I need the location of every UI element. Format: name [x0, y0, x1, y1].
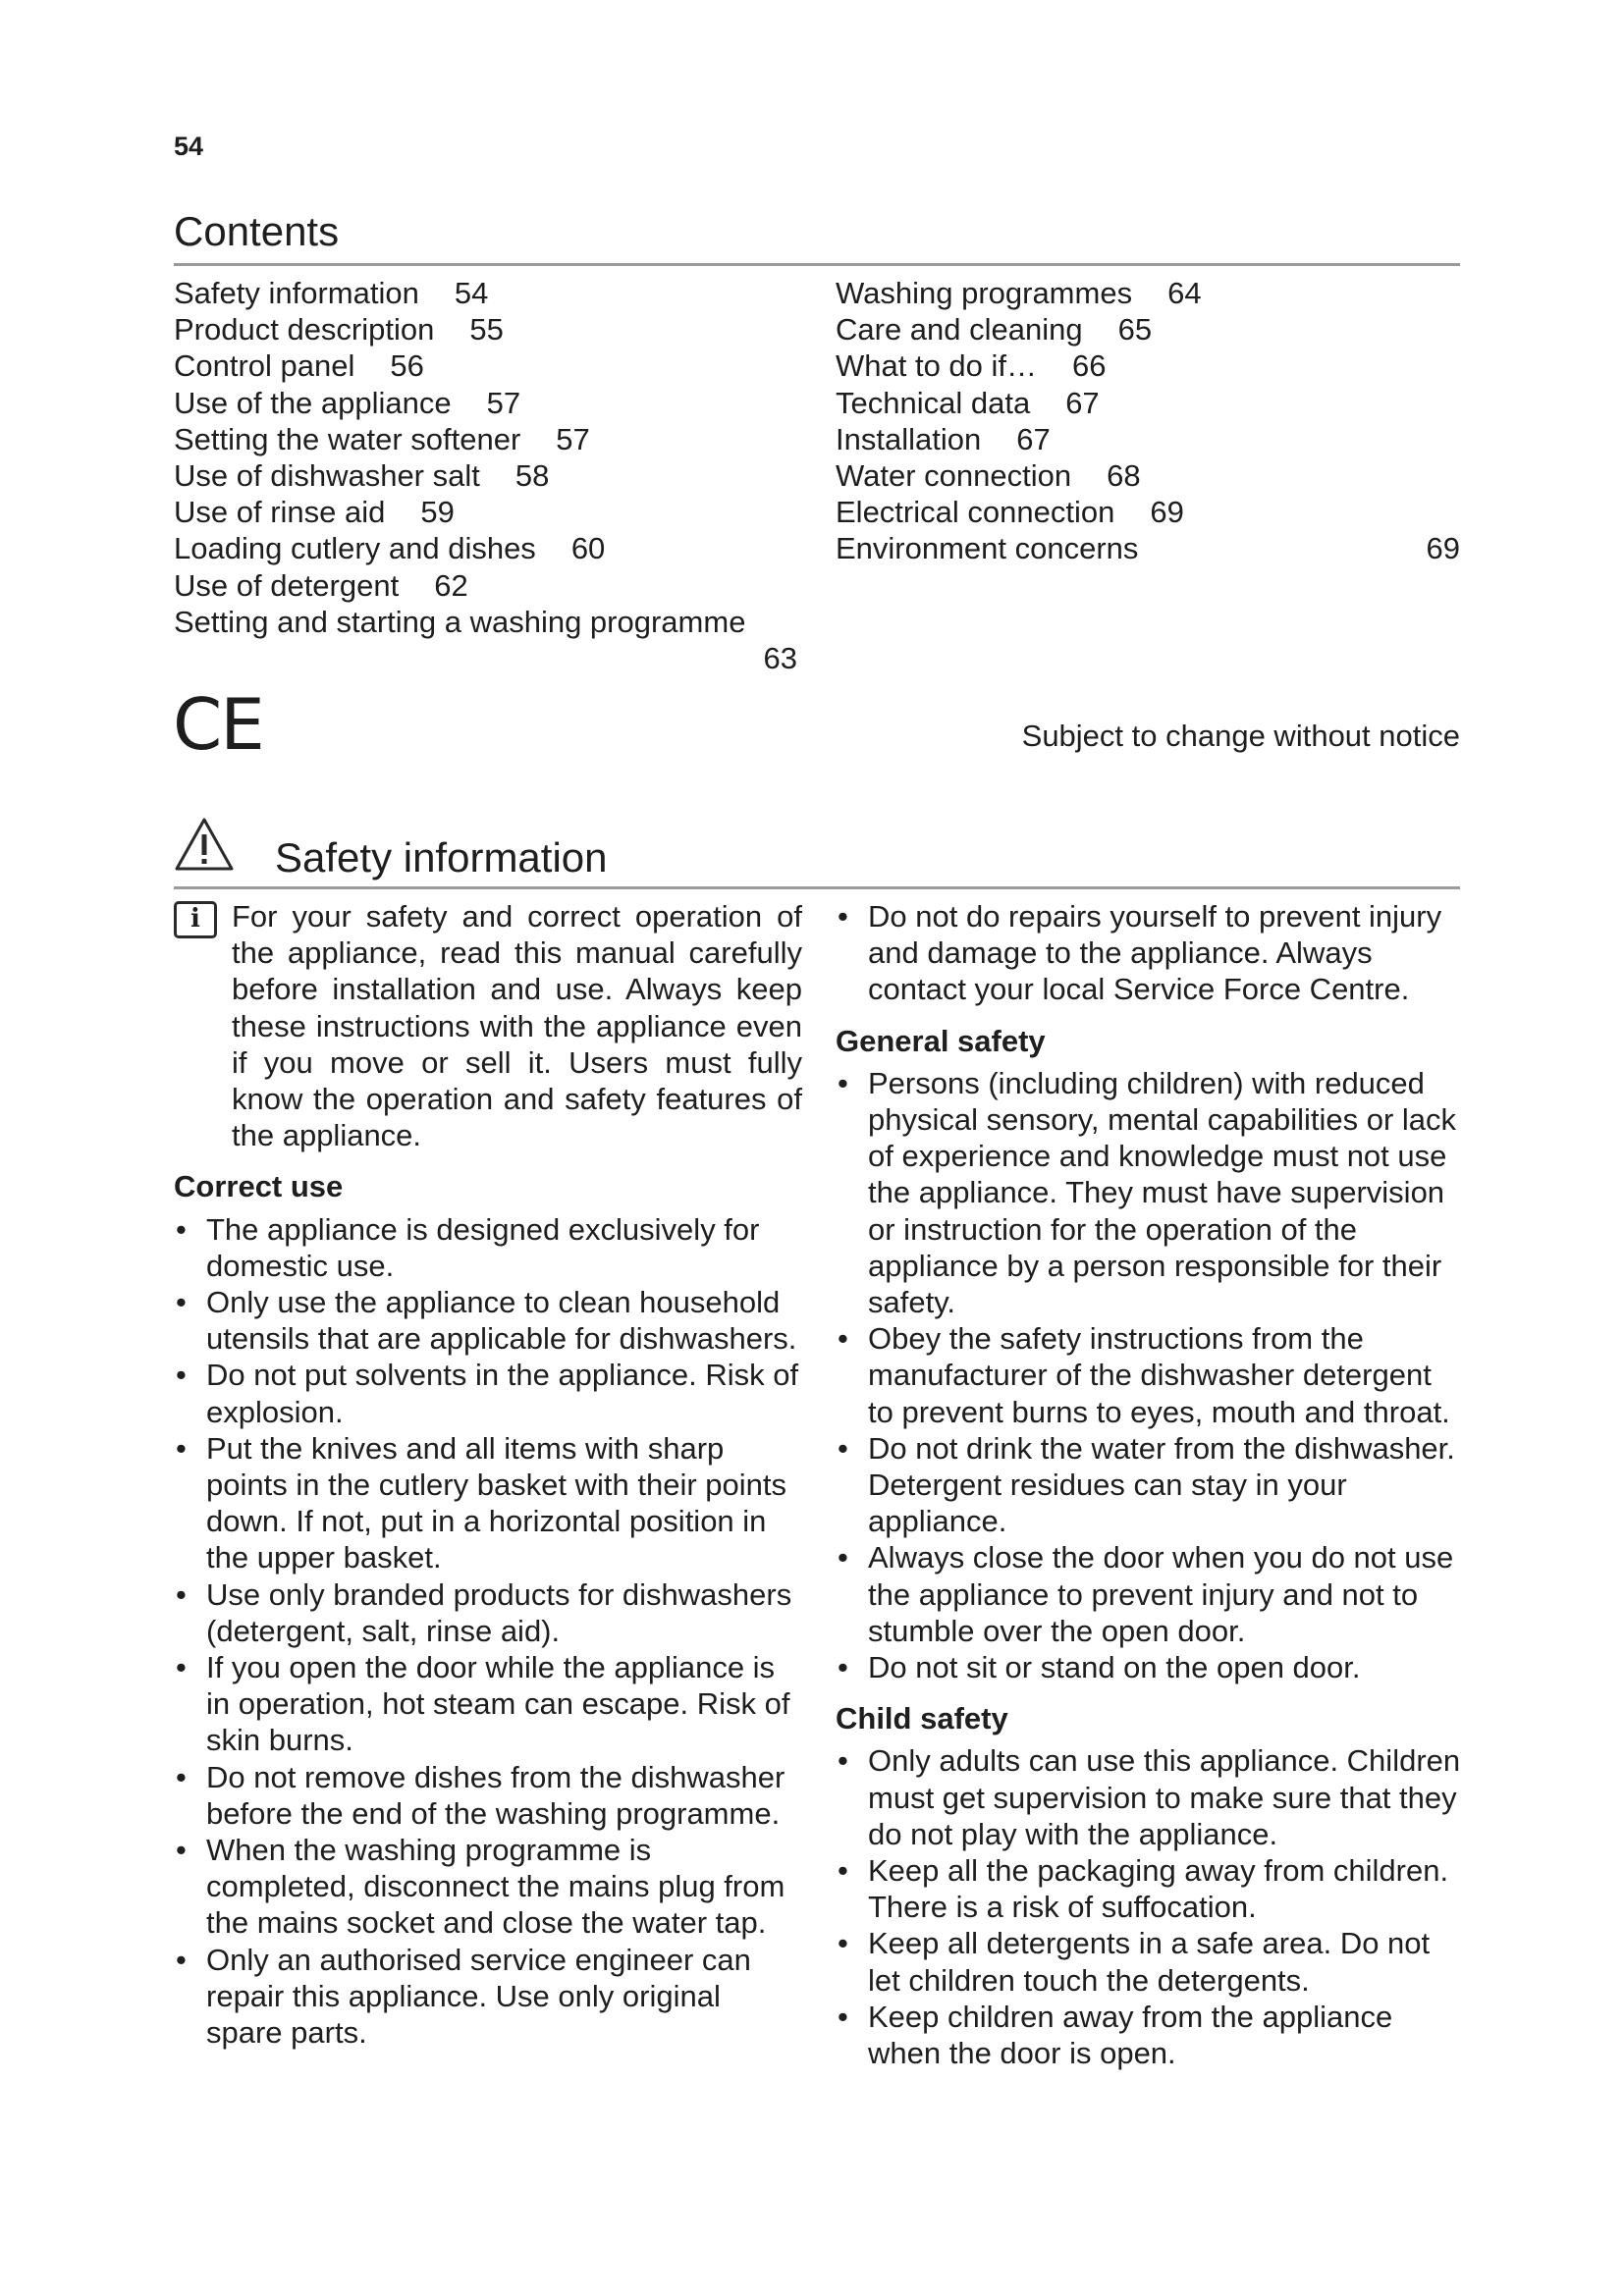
list-item: • Do not put solvents in the appliance. Risk of explosion. — [174, 1357, 802, 1429]
toc-entry-title: What to do if… — [836, 348, 1038, 384]
toc-entry-page: 57 — [556, 421, 590, 456]
toc-entry-page: 63 — [763, 641, 797, 676]
toc-entry[interactable] — [174, 604, 797, 676]
toc-entry[interactable] — [836, 530, 1460, 566]
ce-mark: CE — [173, 683, 263, 766]
list-item: • Keep all the packaging away from children. There is a risk of suffocation. — [836, 1852, 1464, 1925]
child-safety-list — [836, 1742, 1464, 2071]
warning-triangle-icon — [174, 817, 235, 872]
toc-right-column — [836, 275, 1460, 567]
toc-entry[interactable] — [836, 311, 1460, 347]
list-item: • Obey the safety instructions from the manufacturer of the dishwasher detergent to prevent burns to eyes, mouth and throat. — [836, 1320, 1464, 1430]
correct-use-heading: Correct use — [174, 1169, 344, 1204]
toc-left-column — [174, 275, 797, 676]
contents-divider — [174, 263, 1460, 266]
toc-entry-title: Safety information — [174, 276, 419, 310]
general-safety-list — [836, 1065, 1464, 1685]
toc-entry-page: 57 — [486, 385, 521, 420]
toc-entry-page: 65 — [1117, 312, 1153, 347]
toc-entry[interactable] — [174, 567, 797, 604]
list-item: • When the washing programme is completed, disconnect the mains plug from the mains socket and close the water tap. — [174, 1832, 802, 1942]
toc-entry-title: Use of dishwasher salt — [174, 458, 480, 494]
toc-entry-page: 58 — [514, 458, 550, 494]
toc-entry-title: Water connection — [836, 458, 1072, 494]
toc-entry-page: 68 — [1107, 458, 1141, 494]
toc-entry[interactable] — [836, 494, 1460, 530]
safety-right-column — [836, 898, 1464, 2071]
toc-entry-title: Electrical connection — [836, 495, 1115, 530]
list-item: • Keep children away from the appliance when the door is open. — [836, 1999, 1464, 2071]
toc-entry-title: Setting and starting a washing programme — [174, 604, 746, 639]
list-item: • Only an authorised service engineer can repair this appliance. Use only original spare parts. — [174, 1942, 802, 2052]
safety-intro — [174, 898, 802, 1153]
list-item: • Do not remove dishes from the dishwasher before the end of the washing programme. — [174, 1759, 802, 1832]
toc-entry[interactable] — [836, 421, 1460, 457]
general-safety-heading: General safety — [836, 1023, 1046, 1058]
toc-entry-page: 60 — [570, 531, 606, 566]
list-item: • Do not do repairs yourself to prevent injury and damage to the appliance. Always contact your local Service Force Centre. — [836, 898, 1464, 1008]
list-item: • Put the knives and all items with sharp points in the cutlery basket with their points down. If not, put in a horizontal position in the upper basket. — [174, 1430, 802, 1576]
toc-entry-title: Installation — [836, 421, 982, 456]
toc-entry[interactable] — [174, 494, 797, 530]
list-item: • Only use the appliance to clean household utensils that are applicable for dishwashers. — [174, 1284, 802, 1357]
toc-entry-title: Setting the water softener — [174, 421, 521, 456]
change-notice: Subject to change without notice — [1021, 719, 1460, 753]
intro-text: For your safety and correct operation of the appliance, read this manual carefully before installation and use. Always keep these instructions with the appliance even if you move or sell it. Users must fully know the operation and safety features of the appliance. — [232, 899, 802, 1153]
list-item: • The appliance is designed exclusively for domestic use. — [174, 1211, 802, 1284]
toc-entry[interactable] — [836, 385, 1460, 421]
toc-entry-title: Product description — [174, 312, 435, 347]
contents-heading: Contents — [174, 208, 340, 254]
repairs-list — [836, 898, 1464, 1008]
toc-entry-title: Washing programmes — [836, 276, 1133, 310]
toc-entry[interactable] — [174, 385, 797, 421]
toc-entry-title: Use of detergent — [174, 567, 400, 603]
safety-divider — [174, 886, 1460, 889]
toc-entry-page: 55 — [469, 312, 504, 347]
toc-entry[interactable] — [174, 457, 797, 494]
list-item: • Persons (including children) with reduced physical sensory, mental capabilities or lack of experience and knowledge must not use the appliance. They must have supervision or instruction for the operation of the appliance by a person responsible for their safety. — [836, 1065, 1464, 1320]
list-item: • If you open the door while the appliance is in operation, hot steam can escape. Risk of skin burns. — [174, 1649, 802, 1759]
toc-entry-page: 62 — [434, 567, 468, 603]
toc-entry-title: Use of the appliance — [174, 385, 452, 420]
toc-entry[interactable] — [836, 457, 1460, 494]
toc-entry[interactable] — [174, 421, 797, 457]
list-item: • Always close the door when you do not use the appliance to prevent injury and not to stumble over the open door. — [836, 1539, 1464, 1649]
toc-entry[interactable] — [174, 275, 797, 311]
page-number: 54 — [174, 132, 204, 161]
toc-entry[interactable] — [836, 275, 1460, 311]
toc-entry[interactable] — [174, 347, 797, 384]
toc-entry-page: 67 — [1065, 385, 1100, 420]
toc-entry-title: Control panel — [174, 348, 355, 384]
info-icon: i — [174, 901, 217, 938]
safety-heading: Safety information — [275, 834, 608, 881]
list-item: • Do not sit or stand on the open door. — [836, 1649, 1464, 1685]
toc-entry-page: 56 — [390, 348, 424, 384]
toc-entry-title: Environment concerns — [836, 531, 1139, 566]
toc-entry[interactable] — [174, 311, 797, 347]
toc-entry-title: Loading cutlery and dishes — [174, 531, 536, 566]
toc-entry-page: 59 — [420, 495, 455, 530]
list-item: • Use only branded products for dishwashers (detergent, salt, rinse aid). — [174, 1576, 802, 1649]
toc-entry-page: 69 — [1150, 495, 1184, 530]
toc-entry-page: 64 — [1167, 276, 1202, 310]
safety-left-column — [174, 898, 802, 2051]
toc-entry-title: Care and cleaning — [836, 312, 1083, 347]
toc-entry[interactable] — [174, 530, 797, 566]
list-item: • Keep all detergents in a safe area. Do not let children touch the detergents. — [836, 1925, 1464, 1998]
toc-entry-title: Use of rinse aid — [174, 495, 386, 530]
list-item: • Only adults can use this appliance. Children must get supervision to make sure that they do not play with the appliance. — [836, 1742, 1464, 1852]
list-item: • Do not drink the water from the dishwasher. Detergent residues can stay in your appliance. — [836, 1430, 1464, 1540]
toc-entry-title: Technical data — [836, 385, 1031, 420]
toc-entry-page: 66 — [1072, 348, 1107, 384]
child-safety-heading: Child safety — [836, 1701, 1008, 1736]
correct-use-list — [174, 1211, 802, 2052]
toc-entry-page: 67 — [1016, 421, 1051, 456]
toc-entry-page: 69 — [1426, 531, 1460, 566]
toc-entry-page: 54 — [454, 276, 489, 310]
toc-entry[interactable] — [836, 347, 1460, 384]
